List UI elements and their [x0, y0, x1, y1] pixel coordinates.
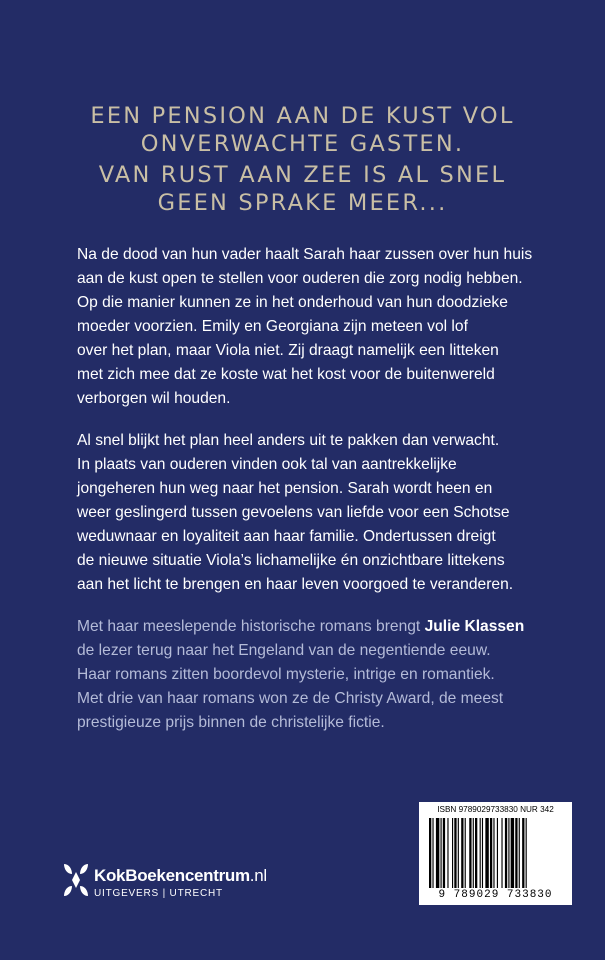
author-name: Julie Klassen [424, 618, 525, 635]
isbn-barcode [419, 802, 572, 905]
author-bio [77, 615, 597, 735]
text-line: Op die manier kunnen ze in het onderhoud van hun doodzieke [77, 294, 508, 311]
text-line: In plaats van ouderen vinden ook tal van aantrekkelijke [77, 456, 457, 473]
text-line: verborgen wil houden. [77, 390, 231, 407]
synopsis-paragraph-2 [77, 429, 597, 597]
publisher-name-main: KokBoekencentrum [94, 866, 250, 885]
text-line: over het plan, maar Viola niet. Zij draagt namelijk een litteken [77, 342, 499, 359]
text-line: Al snel blijkt het plan heel anders uit te pakken dan verwacht. [77, 432, 500, 449]
text-line: de nieuwe situatie Viola’s lichamelijke én onzichtbare littekens [77, 552, 505, 569]
text-line: Met drie van haar romans won ze de Christy Award, de meest [77, 690, 504, 707]
text-line: weduwnaar en loyaliteit aan haar familie. Ondertussen dreigt [77, 528, 496, 545]
publisher-name-suffix: .nl [249, 866, 267, 885]
text-line: de lezer terug naar het Engeland van de negentiende eeuw. [77, 642, 491, 659]
bio-intro: Met haar meeslepende historische romans brengt [77, 618, 425, 635]
text-line: prestigieuze prijs binnen de christelijke fictie. [77, 714, 385, 731]
publisher-logo [62, 860, 362, 910]
text-line: weer geslingerd tussen gevoelens van liefde voor een Schotse [77, 504, 510, 521]
headline-1-line-1: EEN PENSION AAN DE KUST VOL [90, 103, 515, 129]
text-line: aan het licht te brengen en haar leven voorgoed te veranderen. [77, 576, 514, 593]
synopsis-paragraph-1 [77, 243, 597, 411]
text-line: Haar romans zitten boordevol mysterie, intrige en romantiek. [77, 666, 495, 683]
text-line: met zich mee dat ze koste wat het kost voor de buitenwereld [77, 366, 495, 383]
headline-1 [0, 102, 605, 158]
publisher-mark-icon [62, 860, 90, 900]
text-line: aan de kust open te stellen voor ouderen die zorg nodig hebben. [77, 270, 523, 287]
text-line: Na de dood van hun vader haalt Sarah haar zussen over hun huis [77, 246, 533, 263]
barcode-bars [427, 818, 564, 888]
text-line [77, 615, 597, 639]
headline-2-line-2: GEEN SPRAKE MEER... [157, 190, 448, 216]
text-line: moeder voorzien. Emily en Georgiana zijn meteen vol lof [77, 318, 468, 335]
isbn-nur-label: ISBN 9789029733830 NUR 342 [437, 805, 554, 814]
text-line: jongeheren hun weg naar het pension. Sarah wordt heen en [77, 480, 493, 497]
headline-2-line-1: VAN RUST AAN ZEE IS AL SNEL [98, 162, 507, 188]
publisher-name [94, 866, 267, 886]
headline-1-line-2: ONVERWACHTE GASTEN. [140, 131, 465, 157]
barcode-digits: 9 789029 733830 [438, 889, 553, 901]
publisher-subtitle: UITGEVERS | UTRECHT [94, 888, 223, 899]
headline-2 [0, 161, 605, 217]
